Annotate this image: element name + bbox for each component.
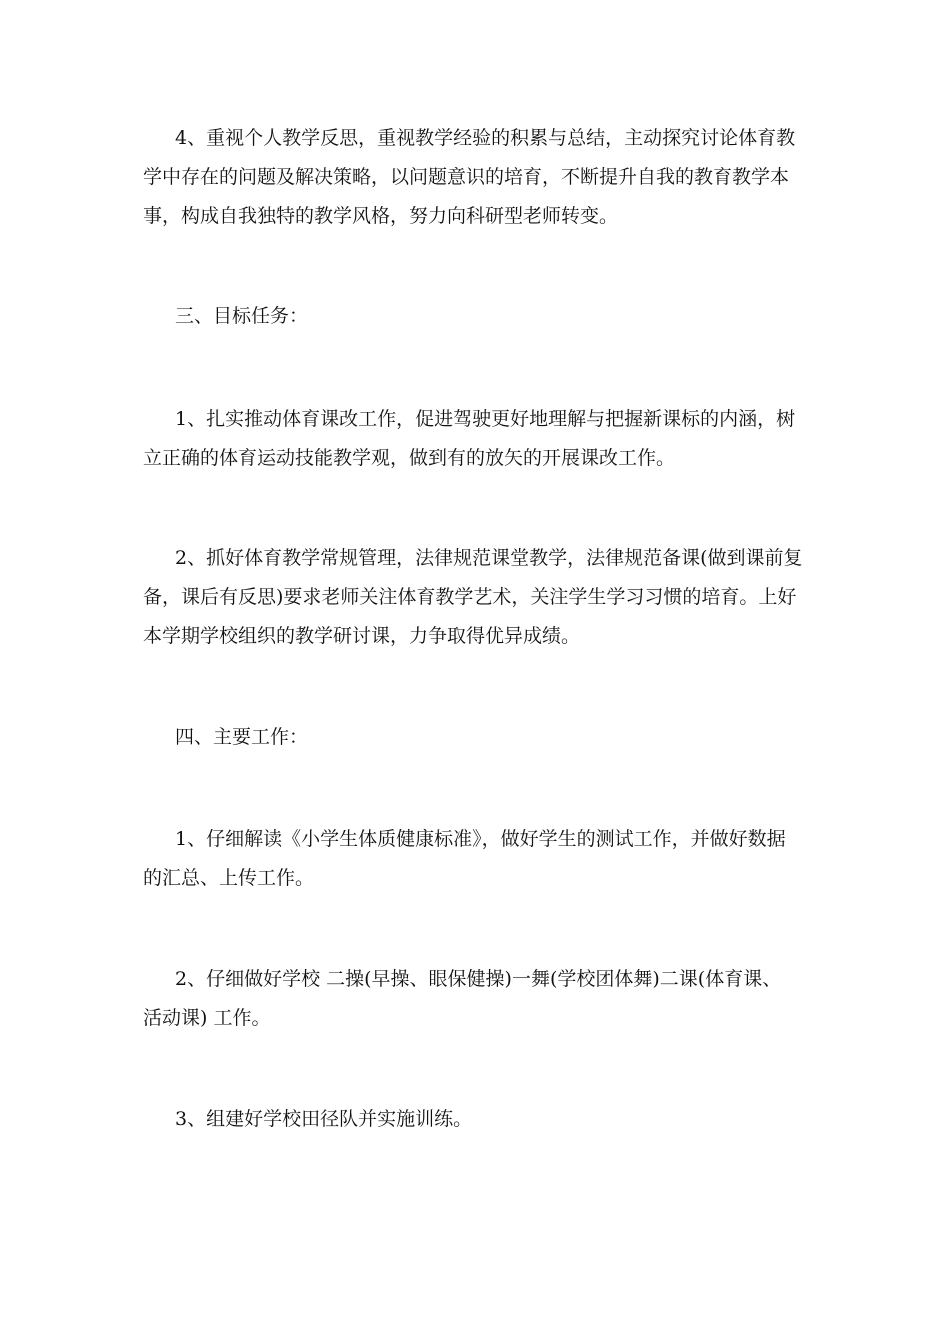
paragraph-line: 2、抓好体育教学常规管理，法律规范课堂教学，法律规范备课(做到课前复 <box>175 547 803 569</box>
paragraph-line: 1、仔细解读《小学生体质健康标准》，做好学生的测试工作，并做好数据 <box>175 828 786 850</box>
section-heading-main-work: 四、主要工作： <box>175 726 309 748</box>
paragraph-line: 本学期学校组织的教学研讨课，力争取得优异成绩。 <box>143 625 581 647</box>
paragraph-goal-2 <box>143 539 807 656</box>
paragraph-line: 学中存在的问题及解决策略，以问题意识的培育，不断提升自我的教育教学本 <box>143 166 790 188</box>
paragraph-line: 立正确的体育运动技能教学观，做到有的放矢的开展课改工作。 <box>143 447 676 469</box>
paragraph-line: 备，课后有反思)要求老师关注体育教学艺术，关注学生学习习惯的培育。上好 <box>143 586 797 608</box>
paragraph-work-2 <box>143 960 807 1038</box>
paragraph-line: 4、重视个人教学反思，重视教学经验的积累与总结，主动探究讨论体育教 <box>175 127 796 149</box>
paragraph-line: 活动课) 工作。 <box>143 1007 271 1029</box>
paragraph-item-4 <box>143 119 807 236</box>
paragraph-work-1 <box>143 820 807 898</box>
section-heading-goals: 三、目标任务： <box>175 305 309 327</box>
paragraph-line: 2、仔细做好学校 二操(早操、眼保健操)一舞(学校团体舞)二课(体育课、 <box>175 968 782 990</box>
paragraph-goal-1 <box>143 400 807 478</box>
paragraph-line: 3、组建好学校田径队并实施训练。 <box>175 1108 473 1130</box>
paragraph-work-3 <box>143 1100 807 1139</box>
paragraph-line: 的汇总、上传工作。 <box>143 867 315 889</box>
paragraph-line: 事，构成自我独特的教学风格，努力向科研型老师转变。 <box>143 205 619 227</box>
paragraph-line: 1、扎实推动体育课改工作，促进驾驶更好地理解与把握新课标的内涵，树 <box>175 408 796 430</box>
